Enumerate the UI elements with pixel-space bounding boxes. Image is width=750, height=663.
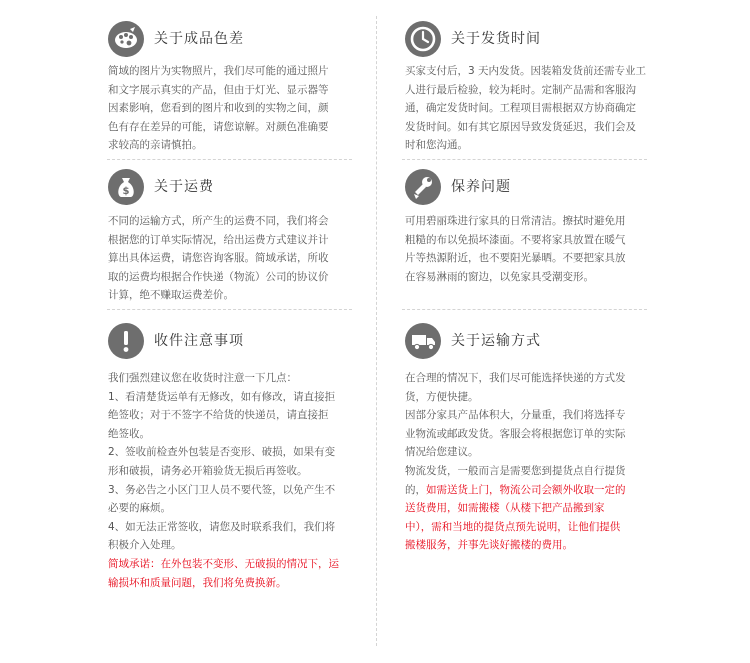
horizontal-divider-2-right: [402, 309, 647, 310]
text-line: 我们强烈建议您在收货时注意一下几点：: [108, 372, 297, 384]
horizontal-divider-1-left: [107, 159, 352, 160]
mixed-line: [405, 481, 647, 500]
section-body: [108, 212, 350, 305]
text-line: 1、看清楚货运单有无修改，如有修改，请直接拒: [108, 390, 336, 403]
section-title: 关于运输方式: [451, 333, 541, 349]
horizontal-divider-1-right: [402, 159, 647, 160]
section-receiving: [108, 323, 350, 592]
wrench-hand-icon: [405, 169, 441, 205]
section-header: [405, 169, 647, 209]
text-line: 片等热源附近，也不要阳光暴晒。不要把家具放: [405, 252, 626, 265]
promise-text: 输损坏和质量问题，我们将免费换新。: [108, 576, 287, 589]
text-line: 形和破损，请务必开箱验货无损后再签收。: [108, 464, 308, 477]
text-line: 买家支付后，3 天内发货。因装箱发货前还需专业工: [405, 65, 647, 77]
text-line: 人进行最后检验，较为耗时。定制产品需和客服沟: [405, 83, 636, 96]
section-header: [108, 169, 350, 209]
text-line: 计算，绝不赚取运费差价。: [108, 289, 234, 302]
promise-text: 中），需和当地的提货点预先说明，让他们提供: [405, 520, 621, 533]
section-body: [405, 212, 647, 286]
section-body: [108, 369, 350, 592]
section-shipping-fee: [108, 169, 350, 305]
text-line: 求较高的亲请慎拍。: [108, 139, 203, 152]
text-line: 粗糙的布以免损坏漆面。不要将家具放置在暖气: [405, 233, 626, 246]
text-line: 算出具体运费，请您咨询客服。简域承诺，所收: [108, 252, 329, 265]
horizontal-divider-2-left: [107, 309, 352, 310]
text-line: 和文字展示真实的产品，但由于灯光、显示器等: [108, 83, 329, 96]
text-line: 因部分家具产品体积大，分量重，我们将选择专: [405, 409, 626, 422]
promise-text: 简域承诺：在外包装不变形、无破损的情况下，运: [108, 557, 339, 570]
text-line: 时和您沟通。: [405, 139, 468, 152]
text-line: 简域的图片为实物照片，我们尽可能的通过照片: [108, 65, 329, 77]
exclamation-icon: [108, 323, 144, 359]
money-bag-icon: [108, 169, 144, 205]
text-line: 色有存在差异的可能，请您谅解。对颜色准确要: [108, 120, 329, 133]
section-title: 保养问题: [451, 179, 511, 195]
promise-text: 搬楼服务，并事先谈好搬楼的费用。: [405, 539, 573, 552]
promise-text: 如需送货上门，物流公司会额外收取一定的: [426, 483, 626, 496]
section-maintenance: [405, 169, 647, 286]
text-line: 因素影响，您看到的图片和收到的实物之间，颜: [108, 102, 329, 115]
section-title: 收件注意事项: [154, 333, 244, 349]
section-transport: [405, 323, 647, 555]
text-line: 业物流或邮政发货。客服会将根据您订单的实际: [405, 427, 626, 440]
text-line: 绝签收。: [108, 427, 150, 440]
section-header: [405, 21, 647, 61]
text-line: 2、签收前检查外包装是否变形、破损，如果有变: [108, 446, 336, 459]
section-color-diff: [108, 21, 350, 155]
text-line: 必要的麻烦。: [108, 502, 171, 515]
text-line: 3、务必告之小区门卫人员不要代签，以免产生不: [108, 483, 336, 496]
clock-icon: [405, 21, 441, 57]
section-header: [405, 323, 647, 363]
text-line: 情况给您建议。: [405, 446, 479, 459]
section-delivery-time: [405, 21, 647, 155]
section-title: 关于运费: [154, 179, 214, 195]
truck-icon: [405, 323, 441, 359]
text-line: 取的运费均根据合作快递（物流）公司的协议价: [108, 270, 329, 283]
text-line: 在合理的情况下，我们尽可能选择快递的方式发: [405, 372, 626, 384]
section-body: [405, 369, 647, 555]
section-body: [405, 62, 647, 155]
promise-text: 送货费用，如需搬楼（从楼下把产品搬到家: [405, 502, 605, 515]
text-line: 货，方便快捷。: [405, 390, 479, 403]
section-title: 关于成品色差: [154, 31, 244, 47]
text-line: 发货时间。如有其它原因导致发货延迟，我们会及: [405, 120, 636, 133]
section-header: [108, 323, 350, 363]
text-line: 积极介入处理。: [108, 539, 182, 552]
text-line: 可用碧丽珠进行家具的日常清洁。擦拭时避免用: [405, 215, 626, 227]
text-line: 在容易淋雨的窗边，以免家具受潮变形。: [405, 270, 594, 283]
section-title: 关于发货时间: [451, 31, 541, 47]
section-body: [108, 62, 350, 155]
section-header: [108, 21, 350, 61]
text-line: 根据您的订单实际情况，给出运费方式建议并计: [108, 233, 329, 246]
color-palette-icon: [108, 21, 144, 57]
text-line: 物流发货，一般而言是需要您到提货点自行提货: [405, 464, 626, 477]
text-fragment: 的，: [405, 483, 426, 496]
vertical-divider: [376, 16, 377, 646]
text-line: 不同的运输方式，所产生的运费不同，我们将会: [108, 215, 329, 227]
text-line: 绝签收；对于不签字不给货的快递员，请直接拒: [108, 409, 329, 422]
svg-text:$: $: [122, 186, 130, 197]
text-line: 通，确定发货时间。工程项目需根据双方协商确定: [405, 102, 636, 115]
text-line: 4、如无法正常签收，请您及时联系我们，我们将: [108, 520, 336, 533]
